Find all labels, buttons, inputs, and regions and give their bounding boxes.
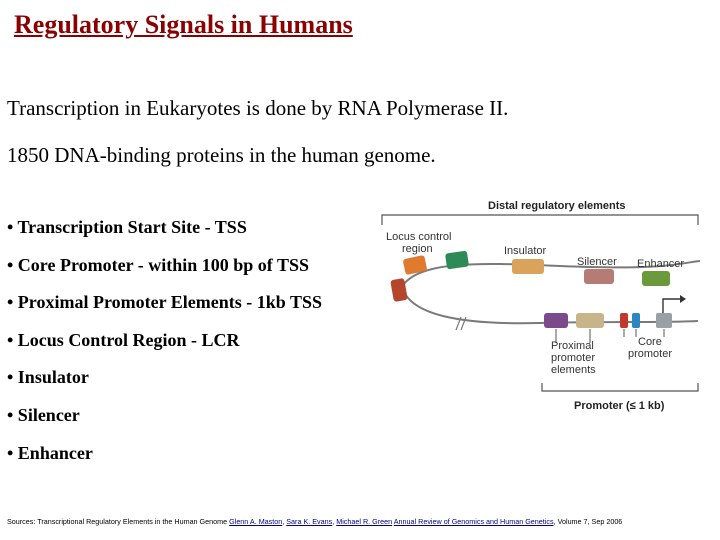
source-citation xyxy=(7,517,622,526)
list-item-insulator: • Insulator xyxy=(7,367,89,388)
intro-line-rna-polymerase: Transcription in Eukaryotes is done by RNA Polymerase II. xyxy=(7,96,509,120)
insulator-label: Insulator xyxy=(504,245,547,257)
intro-line-dna-binding-proteins: 1850 DNA-binding proteins in the human genome. xyxy=(7,143,436,167)
source-prefix: Sources: Transcriptional Regulatory Elements in the Human Genome xyxy=(7,517,228,526)
regulatory-elements-diagram xyxy=(380,195,710,420)
core-label-line1: Core xyxy=(638,336,662,348)
source-suffix: , Volume 7, Sep 2006 xyxy=(553,517,623,526)
promoter-bracket xyxy=(542,383,698,391)
core-label-line2: promoter xyxy=(628,348,673,360)
silencer-block xyxy=(584,269,614,284)
list-item-proximal-promoter: • Proximal Promoter Elements - 1kb TSS xyxy=(7,292,322,313)
core-promoter-block xyxy=(656,313,672,328)
insulator-block xyxy=(512,259,544,274)
list-item-tss: • Transcription Start Site - TSS xyxy=(7,217,247,237)
tss-arrowhead-icon xyxy=(680,295,686,303)
promoter-label: Promoter (≤ 1 kb) xyxy=(574,400,665,412)
silencer-label: Silencer xyxy=(577,256,617,268)
journal-link[interactable]: Annual Review of Genomics and Human Genetics xyxy=(393,517,554,526)
page-title: Regulatory Signals in Humans xyxy=(14,10,353,39)
lcr-label-line1: Locus control xyxy=(386,231,452,243)
proximal-label-line3: elements xyxy=(551,364,596,376)
distal-regulatory-label: Distal regulatory elements xyxy=(488,200,626,212)
proximal-label-line2: promoter xyxy=(551,352,596,364)
lcr-block-green xyxy=(445,251,469,270)
author-separator: , xyxy=(282,517,287,526)
author-separator: , xyxy=(332,517,337,526)
distal-bracket xyxy=(382,215,698,225)
lcr-label-line2: region xyxy=(402,243,433,255)
enhancer-label: Enhancer xyxy=(637,258,685,270)
list-item-silencer: • Silencer xyxy=(7,404,80,425)
proximal-element-red xyxy=(620,313,628,328)
list-item-enhancer: • Enhancer xyxy=(7,442,93,463)
proximal-element-beige xyxy=(576,313,604,328)
author-link-green[interactable]: Michael R. Green xyxy=(336,517,393,526)
list-item-core-promoter: • Core Promoter - within 100 bp of TSS xyxy=(7,254,309,275)
tss-arrow xyxy=(663,299,680,313)
proximal-element-blue xyxy=(632,313,640,328)
author-link-maston[interactable]: Glenn A. Maston xyxy=(229,517,283,526)
author-link-evans[interactable]: Sara K. Evans xyxy=(286,517,333,526)
regulatory-elements-list xyxy=(7,214,322,477)
enhancer-block xyxy=(642,271,670,286)
proximal-element-purple xyxy=(544,313,568,328)
list-item-lcr: • Locus Control Region - LCR xyxy=(7,329,240,350)
proximal-label-line1: Proximal xyxy=(551,340,594,352)
